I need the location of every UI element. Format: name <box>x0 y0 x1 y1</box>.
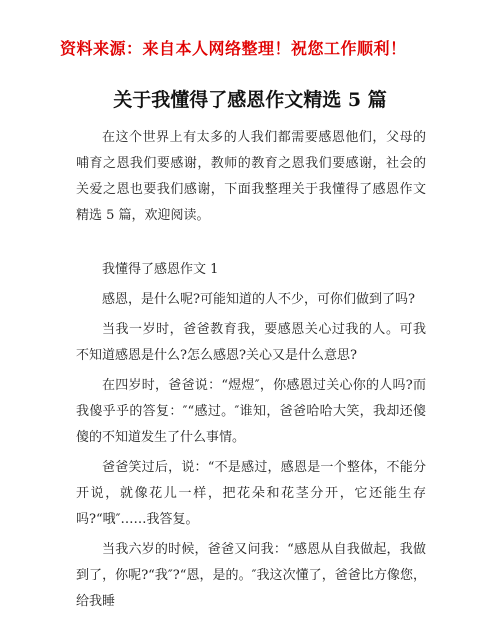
essay-paragraph: 爸爸笑过后，说：“不是感过，感恩是一个整体，不能分开说，就像花儿一样，把花朵和花茎分开，它还能生存吗?“哦″……我答复。 <box>76 460 426 527</box>
intro-paragraph: 在这个世界上有太多的人我们都需要感恩他们，父母的哺育之恩我们要感谢，教师的教育之恩我们要感谢，社会的关爱之恩也要我们感谢，下面我整理关于我懂得了感恩作文精选 5 篇，欢迎阅读。 <box>76 130 426 223</box>
source-banner: 资料来源：来自本人网络整理！祝您工作顺利！ <box>60 39 407 58</box>
essay-section <box>76 257 426 619</box>
essay-paragraph: 当我六岁的时候，爸爸又问我：“感恩从自我做起，我做到了，你呢?“我″?“恩，是的。″我这次懂了，爸爸比方像您，给我睡 <box>76 542 426 609</box>
document-title: 关于我懂得了感恩作文精选 5 篇 <box>113 89 387 111</box>
essay-paragraph: 当我一岁时，爸爸教育我，要感恩关心过我的人。可我不知道感恩是什么?怎么感恩?关心又是什么意思? <box>76 322 426 363</box>
essay-paragraph: 感恩，是什么呢?可能知道的人不少，可你们做到了吗? <box>102 292 415 307</box>
intro-section <box>76 125 426 233</box>
essay-paragraph: 在四岁时，爸爸说：“煜煜″，你感恩过关心你的人吗?而我傻乎乎的答复：″“感过。″谁知，爸爸哈哈大笑，我却还傻傻的不知道发生了什么事情。 <box>76 378 426 445</box>
essay-heading: 我懂得了感恩作文 1 <box>102 262 219 277</box>
